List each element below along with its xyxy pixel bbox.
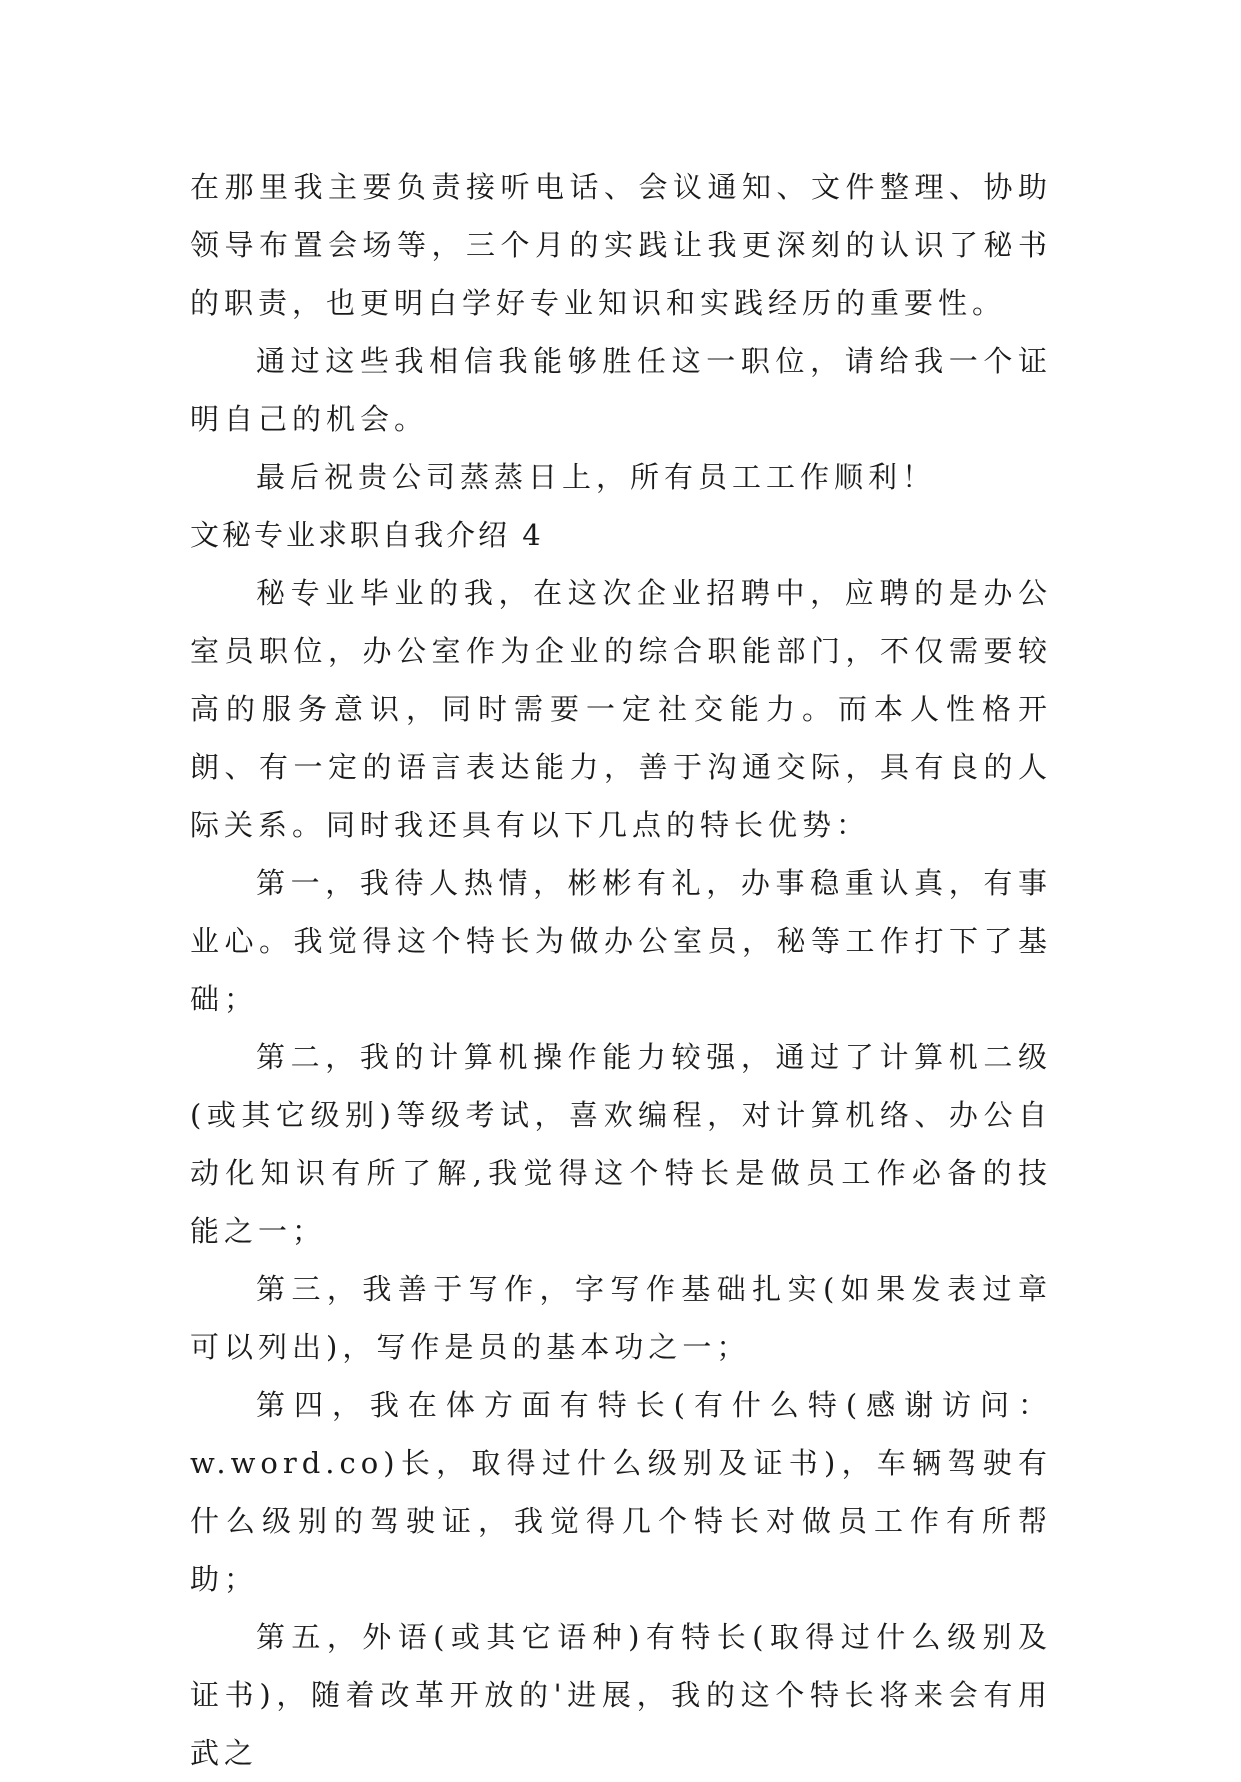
paragraph: 通过这些我相信我能够胜任这一职位，请给我一个证明自己的机会。 [190,344,1052,436]
paragraph: 最后祝贵公司蒸蒸日上，所有员工工作顺利！ [256,460,937,494]
paragraph: 在那里我主要负责接听电话、会议通知、文件整理、协助领导布置会场等，三个月的实践让我更深刻的认识了秘书的职责，也更明白学好专业知识和实践经历的重要性。 [190,170,1052,320]
paragraph: 第一，我待人热情，彬彬有礼，办事稳重认真，有事业心。我觉得这个特长为做办公室员，秘等工作打下了基础； [190,866,1052,1016]
paragraph: 第二，我的计算机操作能力较强，通过了计算机二级(或其它级别)等级考试，喜欢编程，对计算机络、办公自动化知识有所了解,我觉得这个特长是做员工作必备的技能之一； [190,1040,1052,1248]
section-title: 文秘专业求职自我介绍 4 [190,518,544,552]
paragraph: 第三，我善于写作，字写作基础扎实(如果发表过章可以列出)，写作是员的基本功之一； [190,1272,1052,1364]
paragraph: 第四，我在体方面有特长(有什么特(感谢访问：w.word.co)长，取得过什么级别及证书)，车辆驾驶有什么级别的驾驶证，我觉得几个特长对做员工作有所帮助； [190,1388,1052,1596]
paragraph: 第五，外语(或其它语种)有特长(取得过什么级别及证书)，随着改革开放的'进展，我的这个特长将来会有用武之 [190,1620,1052,1770]
document-body [190,158,1052,1782]
paragraph: 秘专业毕业的我，在这次企业招聘中，应聘的是办公室员职位，办公室作为企业的综合职能部门，不仅需要较高的服务意识，同时需要一定社交能力。而本人性格开朗、有一定的语言表达能力，善于沟通交际，具有良的人际关系。同时我还具有以下几点的特长优势： [190,576,1052,842]
